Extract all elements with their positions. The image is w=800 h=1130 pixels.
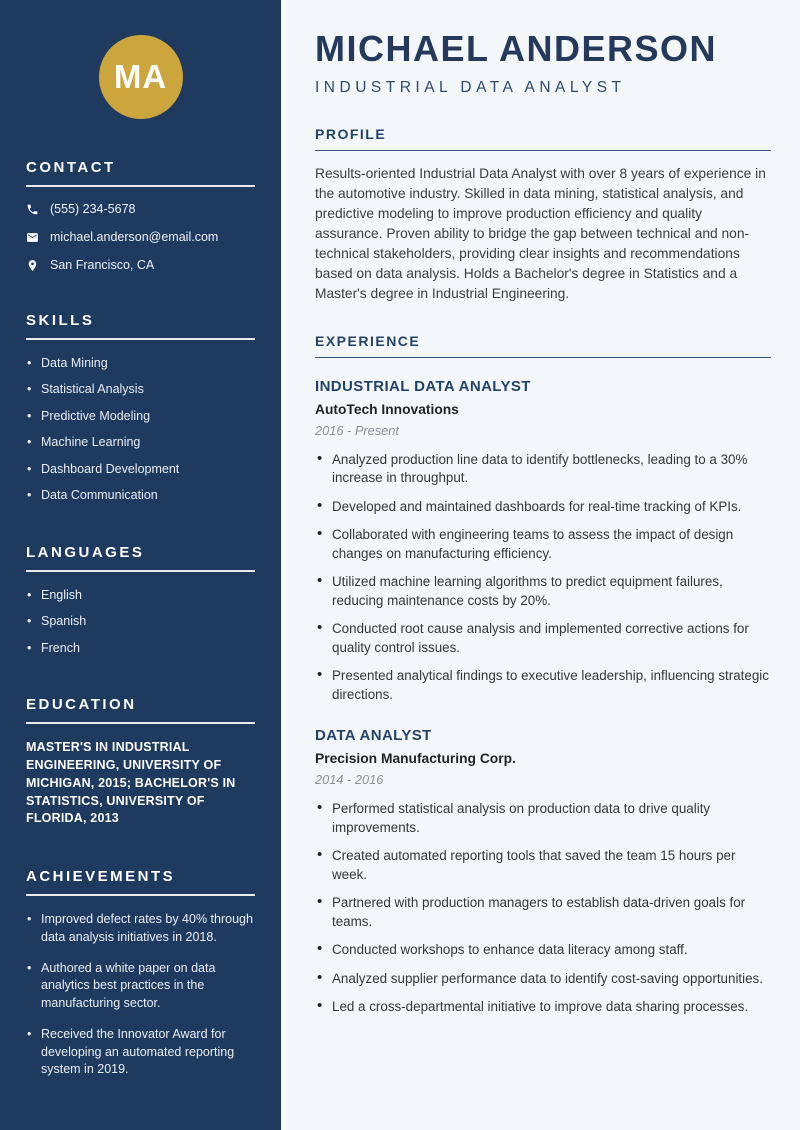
job-bullets bbox=[315, 800, 771, 1017]
profile-text: Results-oriented Industrial Data Analyst with over 8 years of experience in the automotive industry. Skilled in data mining, statistical analysis, and predictive modeling to improve production efficiency and quality assurance. Proven ability to bridge the gap between technical and non-technical stakeholders, providing clear insights and recommendations based on data analysis. Holds a Bachelor's degree in Statistics and a Master's degree in Industrial Engineering. bbox=[315, 165, 766, 301]
experience-rule bbox=[315, 357, 771, 358]
job-bullet: • Partnered with production managers to establish data-driven goals for teams. bbox=[315, 894, 771, 931]
skills-section bbox=[26, 312, 255, 504]
language-item: • English bbox=[26, 587, 255, 604]
job-bullet: • Created automated reporting tools that saved the team 15 hours per week. bbox=[315, 847, 771, 884]
page-title: MICHAEL ANDERSON bbox=[315, 28, 718, 69]
skill-item: • Data Communication bbox=[26, 487, 255, 504]
languages-divider bbox=[26, 570, 255, 572]
phone-icon bbox=[26, 203, 39, 216]
job-entry bbox=[315, 727, 771, 1017]
profile-rule bbox=[315, 150, 771, 151]
education-section bbox=[26, 696, 255, 828]
achievement-item: • Improved defect rates by 40% through data analysis initiatives in 2018. bbox=[26, 911, 255, 947]
languages-heading: LANGUAGES bbox=[26, 543, 145, 561]
avatar bbox=[99, 35, 183, 119]
job-bullet: • Led a cross-departmental initiative to improve data sharing processes. bbox=[315, 998, 771, 1017]
languages-section bbox=[26, 544, 255, 657]
job-company: Precision Manufacturing Corp. bbox=[315, 751, 516, 767]
skill-item: • Predictive Modeling bbox=[26, 408, 255, 425]
job-title-subtitle: INDUSTRIAL DATA ANALYST bbox=[315, 78, 626, 96]
achievements-divider bbox=[26, 894, 255, 896]
education-heading: EDUCATION bbox=[26, 696, 137, 714]
job-title: INDUSTRIAL DATA ANALYST bbox=[315, 377, 531, 395]
avatar-initials: MA bbox=[113, 58, 168, 95]
job-title: DATA ANALYST bbox=[315, 727, 432, 745]
achievement-item: • Received the Innovator Award for developing an automated reporting system in 2019. bbox=[26, 1026, 255, 1079]
skill-item: • Machine Learning bbox=[26, 434, 255, 451]
job-dates: 2014 - 2016 bbox=[315, 772, 384, 788]
skills-heading: SKILLS bbox=[26, 312, 95, 329]
experience-section bbox=[315, 333, 771, 1017]
contact-heading: CONTACT bbox=[26, 159, 116, 176]
contact-location-row bbox=[26, 258, 255, 272]
job-entry bbox=[315, 378, 771, 705]
job-bullet: • Presented analytical findings to executive leadership, influencing strategic directions. bbox=[315, 667, 771, 704]
job-bullet: • Conducted workshops to enhance data literacy among staff. bbox=[315, 941, 771, 960]
skills-divider bbox=[26, 338, 255, 340]
job-bullet: • Conducted root cause analysis and implemented corrective actions for quality control issues. bbox=[315, 620, 771, 657]
contact-phone-text: (555) 234-5678 bbox=[50, 202, 136, 216]
profile-section bbox=[315, 126, 771, 304]
email-icon bbox=[26, 231, 39, 244]
contact-divider bbox=[26, 185, 255, 187]
profile-heading: PROFILE bbox=[315, 125, 387, 142]
education-text: MASTER'S IN INDUSTRIAL ENGINEERING, UNIVERSITY OF MICHIGAN, 2015; BACHELOR'S IN STATISTICS, UNIVERSITY OF FLORIDA, 2013 bbox=[26, 740, 236, 826]
job-company: AutoTech Innovations bbox=[315, 401, 459, 417]
sidebar bbox=[0, 0, 281, 1130]
job-bullet: • Collaborated with engineering teams to assess the impact of design changes on manufacturing efficiency. bbox=[315, 526, 771, 563]
skill-item: • Statistical Analysis bbox=[26, 381, 255, 398]
job-bullets bbox=[315, 451, 771, 705]
job-bullet: • Analyzed supplier performance data to identify cost-saving opportunities. bbox=[315, 970, 771, 989]
job-bullet: • Analyzed production line data to identify bottlenecks, leading to a 30% increase in throughput. bbox=[315, 451, 771, 488]
contact-email-text: michael.anderson@email.com bbox=[50, 230, 219, 244]
location-pin-icon bbox=[26, 259, 39, 272]
languages-list bbox=[26, 587, 255, 657]
language-item: • French bbox=[26, 640, 255, 657]
contact-location-text: San Francisco, CA bbox=[50, 258, 155, 272]
contact-email-row bbox=[26, 230, 255, 244]
achievements-list bbox=[26, 911, 255, 1079]
achievement-item: • Authored a white paper on data analytics best practices in the manufacturing sector. bbox=[26, 960, 255, 1013]
contact-phone-row bbox=[26, 202, 255, 216]
resume-main bbox=[286, 0, 800, 1130]
job-dates: 2016 - Present bbox=[315, 422, 399, 438]
job-bullet: • Performed statistical analysis on production data to drive quality improvements. bbox=[315, 800, 771, 837]
contact-section bbox=[26, 159, 255, 272]
education-divider bbox=[26, 722, 255, 724]
skill-item: • Dashboard Development bbox=[26, 461, 255, 478]
job-bullet: • Utilized machine learning algorithms to predict equipment failures, reducing maintenance costs by 20%. bbox=[315, 573, 771, 610]
achievements-heading: ACHIEVEMENTS bbox=[26, 868, 176, 886]
achievements-section bbox=[26, 868, 255, 1079]
skills-list bbox=[26, 355, 255, 504]
language-item: • Spanish bbox=[26, 613, 255, 630]
job-bullet: • Developed and maintained dashboards for real-time tracking of KPIs. bbox=[315, 498, 771, 517]
experience-heading: EXPERIENCE bbox=[315, 332, 421, 349]
skill-item: • Data Mining bbox=[26, 355, 255, 372]
